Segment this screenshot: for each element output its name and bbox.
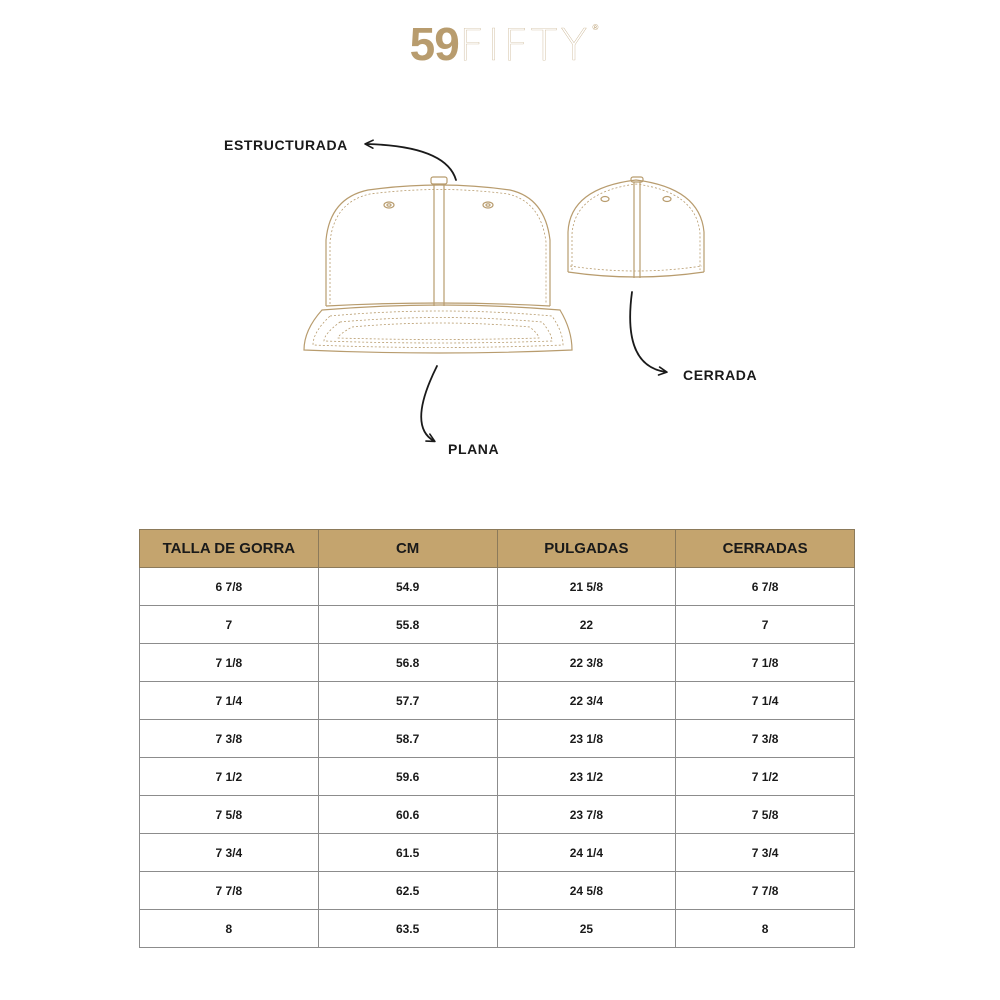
cell-cm: 62.5 bbox=[318, 872, 497, 910]
size-chart-table bbox=[139, 529, 855, 948]
logo-mark bbox=[409, 14, 599, 86]
table-row bbox=[140, 568, 855, 606]
col-header-cm: CM bbox=[318, 530, 497, 568]
cell-cm: 63.5 bbox=[318, 910, 497, 948]
table-row bbox=[140, 758, 855, 796]
logo-number: 59 bbox=[409, 18, 459, 70]
cell-pulgadas: 22 3/8 bbox=[497, 644, 676, 682]
cell-cm: 59.6 bbox=[318, 758, 497, 796]
cell-pulgadas: 23 7/8 bbox=[497, 796, 676, 834]
cell-cerradas: 7 bbox=[676, 606, 855, 644]
cell-pulgadas: 22 bbox=[497, 606, 676, 644]
cell-cm: 56.8 bbox=[318, 644, 497, 682]
cell-cerradas: 7 1/8 bbox=[676, 644, 855, 682]
cell-cerradas: 7 7/8 bbox=[676, 872, 855, 910]
col-header-talla: TALLA DE GORRA bbox=[140, 530, 319, 568]
cell-talla: 7 1/4 bbox=[140, 682, 319, 720]
arrow-estructurada bbox=[366, 144, 456, 180]
back-cap-drawing bbox=[568, 177, 704, 278]
cell-pulgadas: 23 1/8 bbox=[497, 720, 676, 758]
table-row bbox=[140, 872, 855, 910]
arrow-plana bbox=[421, 366, 437, 441]
col-header-pulgadas: PULGADAS bbox=[497, 530, 676, 568]
table-row bbox=[140, 834, 855, 872]
cell-cm: 61.5 bbox=[318, 834, 497, 872]
cell-pulgadas: 24 5/8 bbox=[497, 872, 676, 910]
brand-logo bbox=[0, 14, 1000, 74]
cell-cm: 55.8 bbox=[318, 606, 497, 644]
cap-illustration bbox=[0, 120, 1000, 480]
cell-talla: 7 5/8 bbox=[140, 796, 319, 834]
table-row bbox=[140, 720, 855, 758]
table-row bbox=[140, 606, 855, 644]
table-row bbox=[140, 910, 855, 948]
cell-cm: 57.7 bbox=[318, 682, 497, 720]
front-cap-drawing bbox=[304, 177, 572, 353]
cell-talla: 7 3/4 bbox=[140, 834, 319, 872]
registered-mark: ® bbox=[592, 23, 599, 32]
cell-pulgadas: 23 1/2 bbox=[497, 758, 676, 796]
table-row bbox=[140, 644, 855, 682]
cell-pulgadas: 25 bbox=[497, 910, 676, 948]
label-cerrada: CERRADA bbox=[683, 367, 758, 383]
cell-pulgadas: 21 5/8 bbox=[497, 568, 676, 606]
table-row bbox=[140, 796, 855, 834]
arrow-cerrada bbox=[630, 292, 666, 372]
cell-cerradas: 7 1/4 bbox=[676, 682, 855, 720]
cell-cerradas: 6 7/8 bbox=[676, 568, 855, 606]
cell-cerradas: 7 3/4 bbox=[676, 834, 855, 872]
cell-cm: 54.9 bbox=[318, 568, 497, 606]
label-estructurada: ESTRUCTURADA bbox=[224, 137, 348, 153]
cell-pulgadas: 22 3/4 bbox=[497, 682, 676, 720]
cell-talla: 7 7/8 bbox=[140, 872, 319, 910]
cell-talla: 7 bbox=[140, 606, 319, 644]
cell-cerradas: 7 1/2 bbox=[676, 758, 855, 796]
cell-cerradas: 8 bbox=[676, 910, 855, 948]
cell-cm: 60.6 bbox=[318, 796, 497, 834]
cell-cerradas: 7 3/8 bbox=[676, 720, 855, 758]
cell-cm: 58.7 bbox=[318, 720, 497, 758]
cell-pulgadas: 24 1/4 bbox=[497, 834, 676, 872]
cell-cerradas: 7 5/8 bbox=[676, 796, 855, 834]
cell-talla: 7 1/8 bbox=[140, 644, 319, 682]
table-row bbox=[140, 682, 855, 720]
cell-talla: 8 bbox=[140, 910, 319, 948]
table-header-row bbox=[140, 530, 855, 568]
cell-talla: 7 1/2 bbox=[140, 758, 319, 796]
callout-arrows bbox=[366, 144, 666, 441]
cell-talla: 6 7/8 bbox=[140, 568, 319, 606]
col-header-cerradas: CERRADAS bbox=[676, 530, 855, 568]
label-plana: PLANA bbox=[448, 441, 500, 457]
logo-word: FIFTY bbox=[458, 20, 591, 71]
cell-talla: 7 3/8 bbox=[140, 720, 319, 758]
